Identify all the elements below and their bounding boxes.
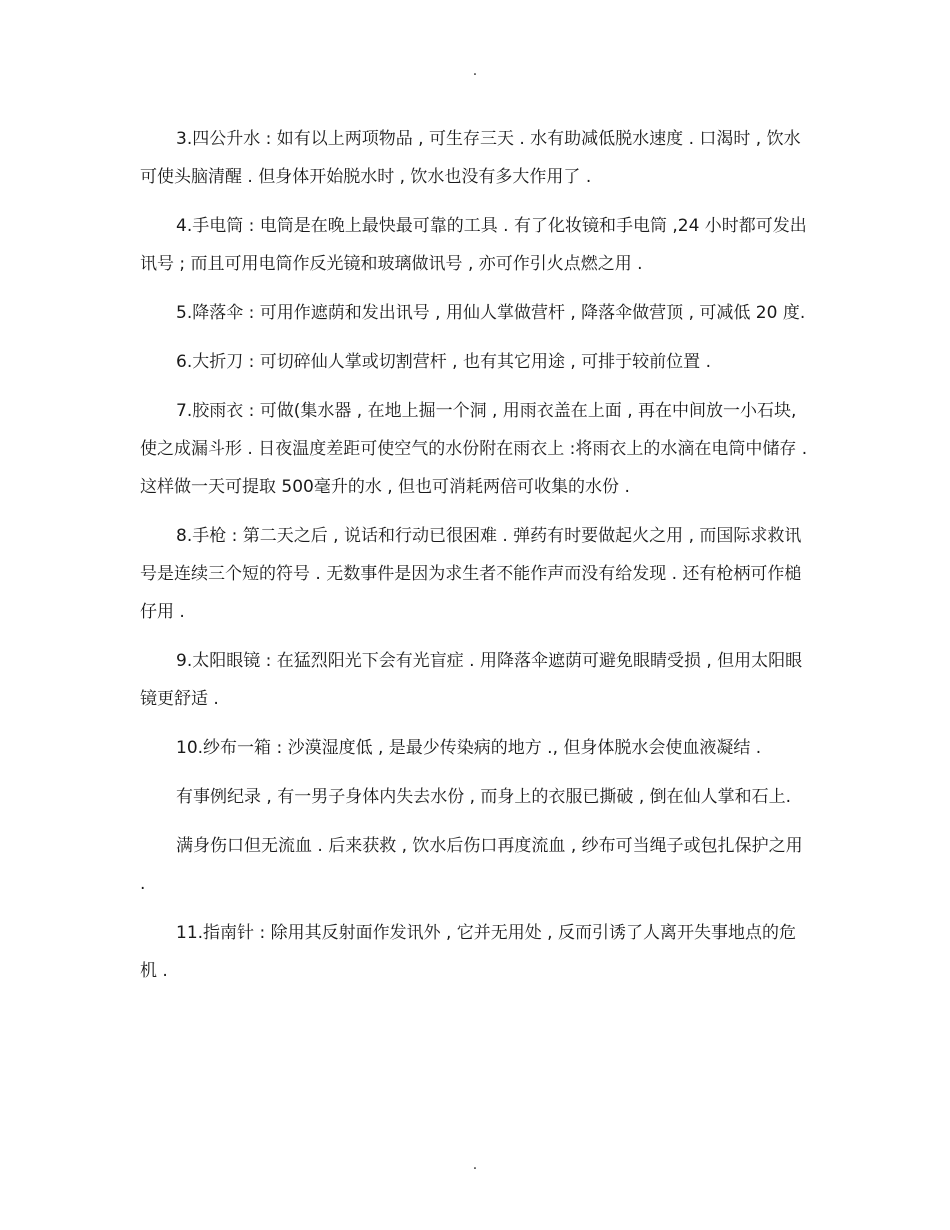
header-dot: . — [472, 63, 478, 79]
paragraph-item-7-raincoat: 7.胶雨衣 : 可做(集水器 , 在地上掘一个洞 , 用雨衣盖在上面 , 再在中间放一小石块, 使之成漏斗形 . 日夜温度差距可使空气的水份附在雨衣上 :将雨衣上的水滴在电筒中储存 . 这样做一天可提取 500毫升的水 , 但也可消耗两倍可收集的水份 . — [140, 401, 813, 497]
document-body — [140, 120, 813, 1001]
paragraph-item-10-gauze: 10.纱布一箱 : 沙漠湿度低 , 是最少传染病的地方 ., 但身体脱水会使血液凝结 . — [176, 738, 762, 758]
paragraph-item-3-water: 3.四公升水 : 如有以上两项物品 , 可生存三天 . 水有助减低脱水速度 . 口渴时 , 饮水可使头脑清醒 . 但身体开始脱水时 , 饮水也没有多大作用了 . — [140, 129, 801, 187]
footer-dot: . — [472, 1157, 478, 1173]
paragraph-case-outcome: 满身伤口但无流血 . 后来获救 , 饮水后伤口再度流血 , 纱布可当绳子或包扎保护之用 . — [140, 836, 809, 894]
paragraph-item-5-parachute: 5.降落伞 : 可用作遮荫和发出讯号 , 用仙人掌做营杆 , 降落伞做营顶 , 可减低 20 度. — [176, 303, 806, 323]
paragraph-item-8-pistol: 8.手枪 : 第二天之后 , 说话和行动已很困难 . 弹药有时要做起火之用 , 而国际求救讯号是连续三个短的符号 . 无数事件是因为求生者不能作声而没有给发现 . 还有枪柄可作槌仔用 . — [140, 526, 802, 622]
paragraph-item-4-flashlight: 4.手电筒 : 电筒是在晚上最快最可靠的工具 . 有了化妆镜和手电筒 ,24 小时都可发出讯号 ; 而且可用电筒作反光镜和玻璃做讯号 , 亦可作引火点燃之用 . — [140, 216, 807, 274]
paragraph-item-11-compass: 11.指南针 : 除用其反射面作发讯外 , 它并无用处 , 反而引诱了人离开失事地点的危机 . — [140, 923, 796, 981]
paragraph-item-6-knife: 6.大折刀 : 可切碎仙人掌或切割营杆 , 也有其它用途 , 可排于较前位置 . — [176, 352, 711, 372]
paragraph-item-9-sunglasses: 9.太阳眼镜 : 在猛烈阳光下会有光盲症 . 用降落伞遮荫可避免眼睛受损 , 但用太阳眼镜更舒适 . — [140, 651, 803, 709]
paragraph-case-record: 有事例纪录 , 有一男子身体内失去水份 , 而身上的衣服已撕破 , 倒在仙人掌和石上. — [176, 787, 792, 807]
